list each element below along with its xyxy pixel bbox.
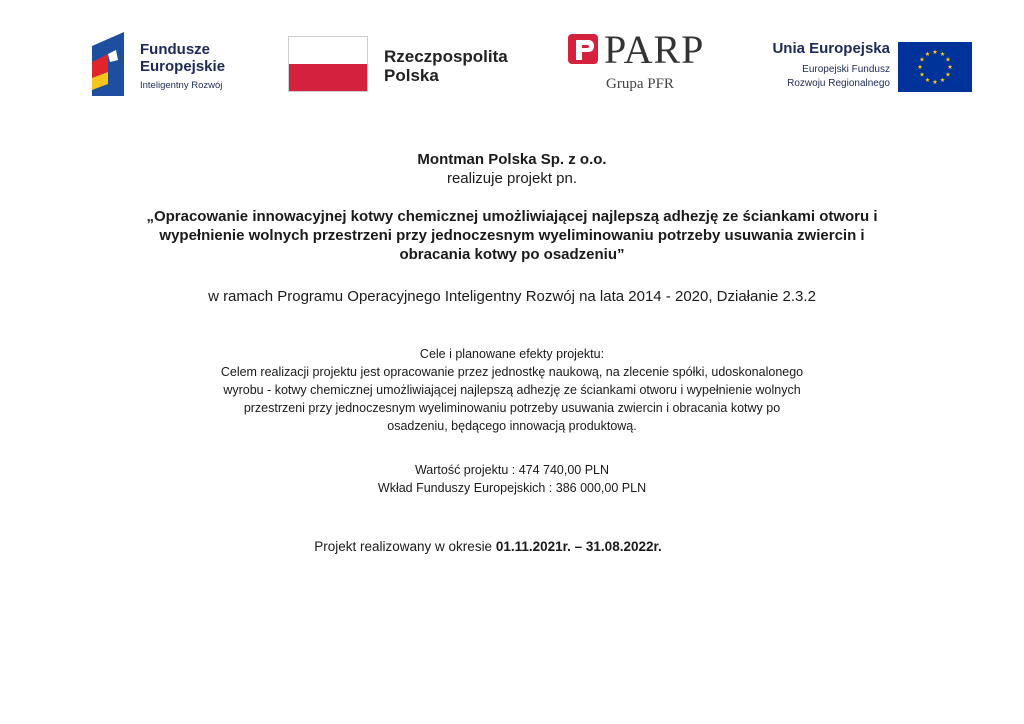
parp-mark-icon bbox=[566, 32, 600, 66]
eu-contribution: Wkład Funduszy Europejskich : 386 000,00 PLN bbox=[377, 481, 647, 495]
logo-bar bbox=[0, 0, 1024, 120]
rzeczpospolita-polska-logo bbox=[288, 36, 528, 96]
eu-star-icon bbox=[933, 50, 938, 54]
goals-line: przestrzeni przy jednoczesnym wyeliminowaniu potrzeby usuwania zwiercin i obracania kotwy po bbox=[243, 401, 781, 415]
program-text: w ramach Programu Operacyjnego Inteligentny Rozwój na lata 2014 - 2020, Działanie 2.3.2 bbox=[208, 288, 816, 305]
project-title-line: obracania kotwy po osadzeniu” bbox=[399, 246, 625, 263]
goals-line: osadzeniu, będącego innowacją produktową. bbox=[387, 419, 637, 433]
realizuje-text: realizuje projekt pn. bbox=[446, 170, 578, 187]
parp-sub: Grupa PFR bbox=[606, 76, 674, 92]
unia-europejska-logo bbox=[752, 40, 982, 100]
ue-line2: Europejski Fundusz bbox=[802, 64, 890, 75]
goals-section bbox=[0, 345, 1024, 435]
eu-star-icon bbox=[933, 80, 938, 84]
eu-flag-icon bbox=[898, 42, 972, 92]
project-title bbox=[0, 207, 1024, 264]
eu-star-icon bbox=[925, 78, 930, 82]
fundusze-europejskie-logo bbox=[88, 30, 248, 102]
fundusze-line3: Inteligentny Rozwój bbox=[140, 80, 223, 91]
rzeczpospolita-line2: Polska bbox=[384, 66, 439, 85]
eu-star-icon bbox=[940, 52, 945, 56]
ue-line1: Unia Europejska bbox=[772, 40, 890, 57]
eu-star-icon bbox=[920, 72, 925, 76]
fundusze-line2: Europejskie bbox=[140, 58, 226, 75]
eu-star-icon bbox=[946, 72, 951, 76]
eu-star-icon bbox=[946, 57, 951, 61]
fundusze-line1: Fundusze bbox=[140, 41, 210, 58]
goals-heading: Cele i planowane efekty projektu: bbox=[419, 347, 605, 361]
project-title-line: „Opracowanie innowacyjnej kotwy chemicznej umożliwiającej najlepszą adhezję ze ściankami otworu i bbox=[146, 208, 878, 225]
eu-star-icon bbox=[918, 65, 923, 69]
company-name: Montman Polska Sp. z o.o. bbox=[417, 151, 607, 168]
rzeczpospolita-line1: Rzeczpospolita bbox=[384, 47, 508, 66]
period-dates: 01.11.2021r. – 31.08.2022r. bbox=[495, 539, 662, 554]
parp-name: PARP bbox=[604, 27, 705, 72]
fundusze-europejskie-mark-icon bbox=[88, 32, 128, 96]
eu-star-icon bbox=[925, 52, 930, 56]
project-title-line: wypełnienie wolnych przestrzeni przy jednoczesnym wyeliminowaniu potrzeby usuwania zwiercin i bbox=[159, 227, 865, 244]
goals-line: Celem realizacji projektu jest opracowanie przez jednostkę naukową, na zlecenie spółki, udoskonalonego bbox=[220, 365, 804, 379]
goals-line: wyrobu - kotwy chemicznej umożliwiającej najlepszą adhezję ze ściankami otworu i wypełnienie wolnych bbox=[223, 383, 801, 397]
project-period bbox=[0, 539, 1000, 554]
eu-star-icon bbox=[920, 57, 925, 61]
eu-star-icon bbox=[940, 78, 945, 82]
period-prefix: Projekt realizowany w okresie bbox=[314, 539, 496, 554]
parp-logo bbox=[566, 27, 726, 96]
ue-line3: Rozwoju Regionalnego bbox=[787, 78, 890, 89]
eu-star-icon bbox=[948, 65, 953, 69]
project-value: Wartość projektu : 474 740,00 PLN bbox=[414, 463, 610, 477]
polish-flag-icon bbox=[288, 36, 368, 92]
